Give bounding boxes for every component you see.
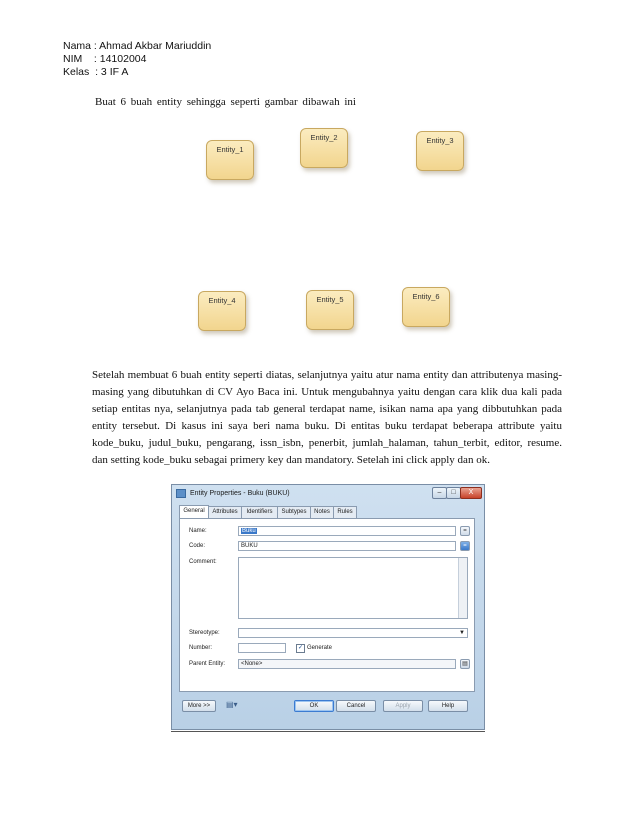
chevron-down-icon: ▼ xyxy=(459,630,465,636)
tab-rules[interactable]: Rules xyxy=(333,506,357,518)
stereotype-label: Stereotype: xyxy=(189,630,220,636)
generate-checkbox[interactable]: ✓ xyxy=(297,645,304,651)
tab-attributes[interactable]: Attributes xyxy=(208,506,242,518)
generate-label: Generate xyxy=(307,645,333,651)
minimize-button[interactable]: – xyxy=(432,487,447,499)
entity-label: Entity_5 xyxy=(316,295,344,304)
print-menu-icon[interactable]: ▤▾ xyxy=(226,700,238,709)
entity-box-2 xyxy=(300,128,348,168)
parent-entity-label: Parent Entity: xyxy=(189,661,226,667)
intro-text: Buat 6 buah entity sehingga seperti gambar dibawah ini xyxy=(95,96,356,108)
more-button[interactable]: More >> xyxy=(182,700,216,712)
entity-properties-dialog xyxy=(171,484,485,730)
maximize-button[interactable]: □ xyxy=(446,487,461,499)
paragraph-line: dengan cara klik dua kali pada setiap entitas nya, selanjutnya pada tab general terdapat name, xyxy=(92,386,562,415)
apply-button[interactable]: Apply xyxy=(383,700,423,712)
dialog-title: Entity Properties - Buku (BUKU) xyxy=(190,490,290,497)
description-paragraph xyxy=(92,367,562,469)
name-field[interactable] xyxy=(238,526,456,536)
tab-subtypes[interactable]: Subtypes xyxy=(277,506,311,518)
comment-scrollbar[interactable] xyxy=(458,558,467,618)
tab-notes[interactable]: Notes xyxy=(310,506,334,518)
comment-label: Comment: xyxy=(189,559,217,565)
paragraph-line: isikan nama apa yang dibbutuhkan pada entity tersebut. Di kasus ini saya beri nama buku. Di xyxy=(92,403,562,432)
paragraph-line: Setelah membuat 6 buah entity seperti diatas, selanjutnya yaitu atur nama entity dan xyxy=(92,369,471,381)
parent-entity-field: <None> xyxy=(238,659,456,669)
name-label: Name: xyxy=(189,528,207,534)
entity-box-6 xyxy=(402,287,450,327)
paragraph-line: attributenya masing-masing yang dibutuhkan di CV Ayo Baca ini. Untuk mengubahnya yaitu xyxy=(92,369,562,398)
number-label: Number: xyxy=(189,645,213,651)
stereotype-select[interactable] xyxy=(238,628,468,638)
cancel-button[interactable]: Cancel xyxy=(336,700,376,712)
properties-icon[interactable]: ▤ xyxy=(460,659,470,669)
entity-box-1 xyxy=(206,140,254,180)
student-nim: NIM : 14102004 xyxy=(63,53,147,65)
name-value: Buku xyxy=(242,528,256,534)
paragraph-line: primery key dan mandatory. Setelah ini click apply dan ok. xyxy=(230,454,490,466)
student-name: Nama : Ahmad Akbar Mariuddin xyxy=(63,40,212,52)
entity-label: Entity_3 xyxy=(426,136,454,145)
student-class: Kelas : 3 IF A xyxy=(63,66,129,78)
image-bottom-border xyxy=(171,731,485,732)
paragraph-line: entitas buku terdapat beberapa attribute yaitu kode_buku, judul_buku, pengarang, issn_isbn, xyxy=(92,420,562,449)
help-button[interactable]: Help xyxy=(428,700,468,712)
tab-identifiers[interactable]: Identifiers xyxy=(241,506,278,518)
entity-box-4 xyxy=(198,291,246,331)
entity-label: Entity_1 xyxy=(216,145,244,154)
code-field[interactable]: BUKU xyxy=(238,541,456,551)
entity-label: Entity_6 xyxy=(412,292,440,301)
entity-label: Entity_2 xyxy=(310,133,338,142)
dialog-title-bar xyxy=(176,487,424,501)
ok-button[interactable]: OK xyxy=(294,700,334,712)
entity-box-3 xyxy=(416,131,464,171)
number-field[interactable] xyxy=(238,643,286,653)
comment-textarea[interactable] xyxy=(238,557,468,619)
entity-label: Entity_4 xyxy=(208,296,236,305)
tab-general[interactable]: General xyxy=(179,505,209,519)
entity-box-5 xyxy=(306,290,354,330)
code-equals-button[interactable]: = xyxy=(460,541,470,551)
general-tab-panel xyxy=(179,518,475,692)
paragraph-line: penerbit, jumlah_halaman, tahun_terbit, editor, resume. dan setting kode_buku sebagai xyxy=(92,437,562,466)
code-label: Code: xyxy=(189,543,206,549)
name-ellipsis-button[interactable]: = xyxy=(460,526,470,536)
close-button[interactable]: X xyxy=(460,487,482,499)
window-icon xyxy=(176,489,186,498)
